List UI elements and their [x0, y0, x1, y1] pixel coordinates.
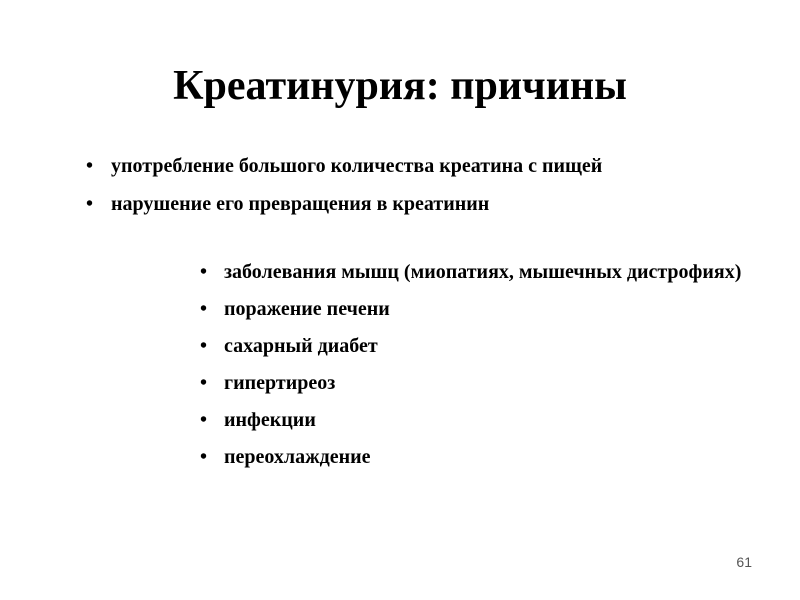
- list-item-text: употребление большого количества креатина с пищей: [111, 155, 603, 177]
- list-item-text: заболевания мышц (миопатиях, мышечных дистрофиях): [224, 261, 742, 283]
- list-item: [198, 407, 758, 433]
- page-number: 61: [736, 554, 752, 570]
- list-item: [198, 333, 758, 359]
- list-item: [198, 296, 758, 322]
- causes-list: [84, 153, 724, 217]
- list-item: [198, 259, 758, 285]
- list-item: [84, 153, 724, 179]
- list-item-text: переохлаждение: [224, 446, 371, 468]
- list-item-text: нарушение его превращения в креатинин: [111, 193, 490, 215]
- bullet-icon: •: [200, 446, 208, 468]
- conditions-list: [198, 259, 758, 470]
- list-item: [84, 191, 724, 217]
- bullet-icon: •: [200, 409, 208, 431]
- bullet-icon: •: [86, 155, 94, 177]
- list-item-text: гипертиреоз: [224, 372, 336, 394]
- list-item-text: сахарный диабет: [224, 335, 378, 357]
- bullet-icon: •: [200, 298, 208, 320]
- bullet-icon: •: [86, 193, 94, 215]
- bullet-icon: •: [200, 335, 208, 357]
- list-item: [198, 370, 758, 396]
- bullet-icon: •: [200, 261, 208, 283]
- list-item: [198, 444, 758, 470]
- slide-title: Креатинурия: причины: [173, 63, 627, 109]
- bullet-icon: •: [200, 372, 208, 394]
- list-item-text: поражение печени: [224, 298, 390, 320]
- list-item-text: инфекции: [224, 409, 316, 431]
